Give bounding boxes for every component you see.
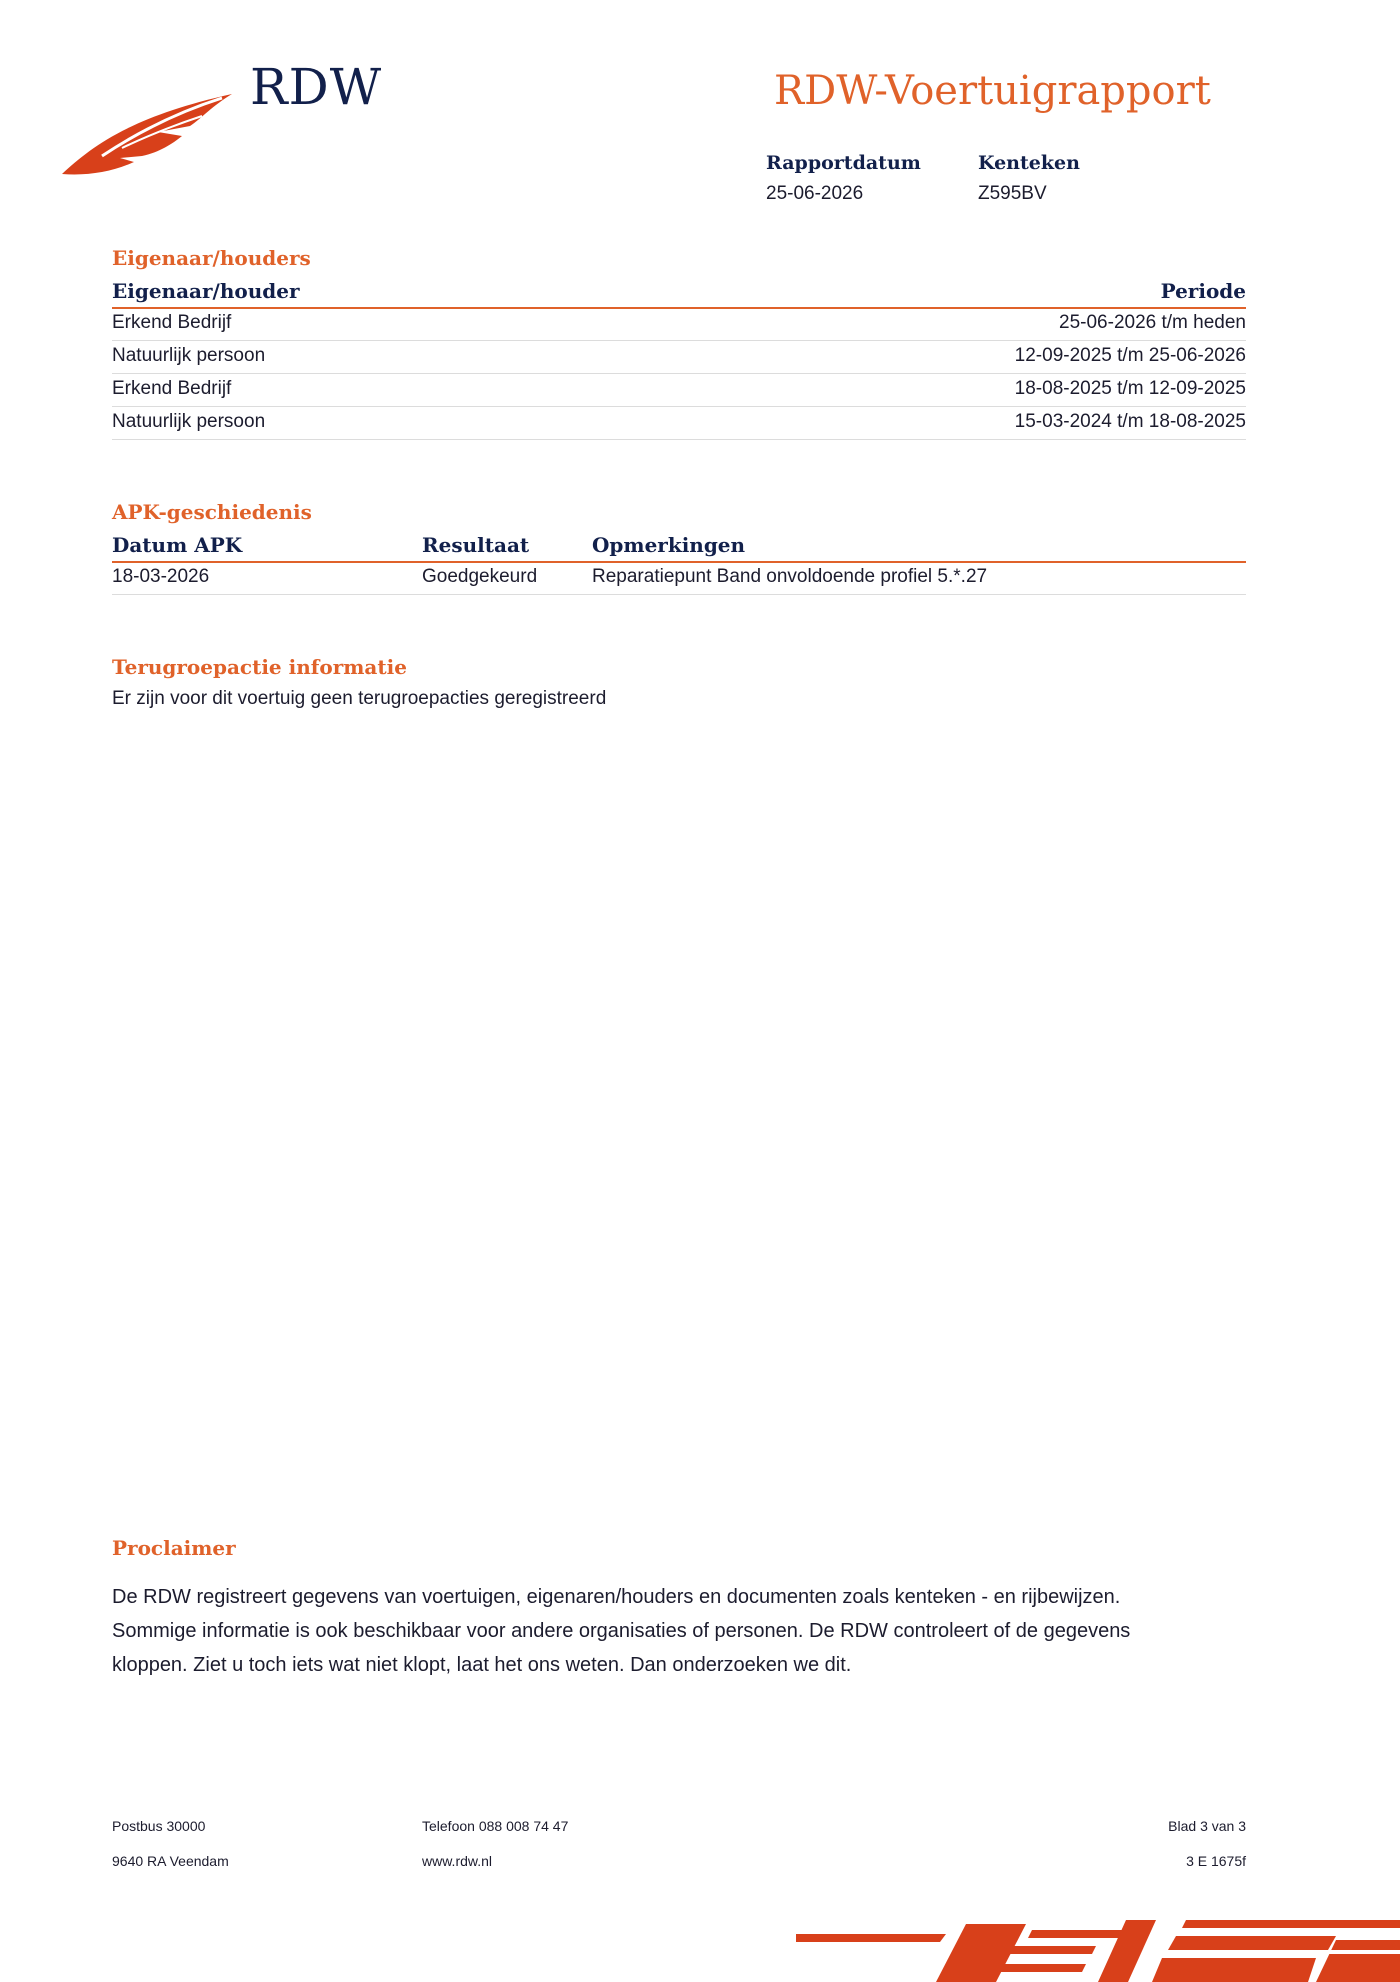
rdw-logo-text: RDW bbox=[250, 58, 383, 116]
recall-section-title: Terugroepactie informatie bbox=[112, 655, 407, 679]
owners-col-period-header: Periode bbox=[1160, 279, 1246, 303]
recall-text: Er zijn voor dit voertuig geen terugroepacties geregistreerd bbox=[112, 688, 607, 709]
row-divider bbox=[112, 340, 1246, 341]
report-date-value: 25-06-2026 bbox=[766, 183, 864, 204]
apk-section-title: APK-geschiedenis bbox=[112, 500, 312, 524]
owners-header-divider bbox=[112, 307, 1246, 309]
row-divider bbox=[112, 406, 1246, 407]
apk-row-date: 18-03-2026 bbox=[112, 566, 210, 587]
owner-row-owner: Natuurlijk persoon bbox=[112, 411, 266, 432]
disclaimer-line: kloppen. Ziet u toch iets wat niet klopt, laat het ons weten. Dan onderzoeken we dit. bbox=[112, 1654, 852, 1676]
apk-header-divider bbox=[112, 561, 1246, 563]
apk-col-result-header: Resultaat bbox=[422, 533, 530, 557]
owner-row-period: 15-03-2024 t/m 18-08-2025 bbox=[1014, 411, 1246, 432]
owner-row-period: 12-09-2025 t/m 25-06-2026 bbox=[1014, 345, 1246, 366]
row-divider bbox=[112, 594, 1246, 595]
disclaimer-body bbox=[112, 1580, 1272, 1682]
owner-row-owner: Erkend Bedrijf bbox=[112, 378, 232, 399]
row-divider bbox=[112, 439, 1246, 440]
apk-col-remarks-header: Opmerkingen bbox=[592, 533, 746, 557]
plate-label: Kenteken bbox=[978, 152, 1080, 174]
footer-address-line1: Postbus 30000 bbox=[112, 1818, 206, 1834]
owner-row-owner: Erkend Bedrijf bbox=[112, 312, 232, 333]
plate-value: Z595BV bbox=[978, 183, 1047, 204]
footer-page-number: Blad 3 van 3 bbox=[1168, 1818, 1246, 1834]
rdw-logo-icon bbox=[62, 86, 232, 182]
row-divider bbox=[112, 373, 1246, 374]
footer-website[interactable]: www.rdw.nl bbox=[422, 1853, 493, 1869]
owner-row-period: 25-06-2026 t/m heden bbox=[1059, 312, 1246, 333]
footer-document-code: 3 E 1675f bbox=[1186, 1853, 1246, 1869]
report-date-label: Rapportdatum bbox=[766, 152, 921, 174]
apk-row-result: Goedgekeurd bbox=[422, 566, 538, 587]
owner-row-period: 18-08-2025 t/m 12-09-2025 bbox=[1014, 378, 1246, 399]
footer-address-line2: 9640 RA Veendam bbox=[112, 1853, 229, 1869]
disclaimer-section-title: Proclaimer bbox=[112, 1536, 236, 1560]
apk-col-date-header: Datum APK bbox=[112, 533, 243, 557]
report-title: RDW-Voertuigrapport bbox=[774, 68, 1211, 114]
disclaimer-line: Sommige informatie is ook beschikbaar voor andere organisaties of personen. De RDW controleert of de gegevens bbox=[112, 1620, 1131, 1642]
plate-stripes-decoration bbox=[796, 1920, 1400, 1982]
owners-section-title: Eigenaar/houders bbox=[112, 246, 311, 270]
owner-row-owner: Natuurlijk persoon bbox=[112, 345, 266, 366]
disclaimer-line: De RDW registreert gegevens van voertuigen, eigenaren/houders en documenten zoals kenteken - en rijbewijzen. bbox=[112, 1586, 1121, 1608]
footer-phone: Telefoon 088 008 74 47 bbox=[422, 1818, 569, 1834]
apk-row-remarks: Reparatiepunt Band onvoldoende profiel 5.*.27 bbox=[592, 566, 988, 587]
owners-col-owner-header: Eigenaar/houder bbox=[112, 279, 300, 303]
